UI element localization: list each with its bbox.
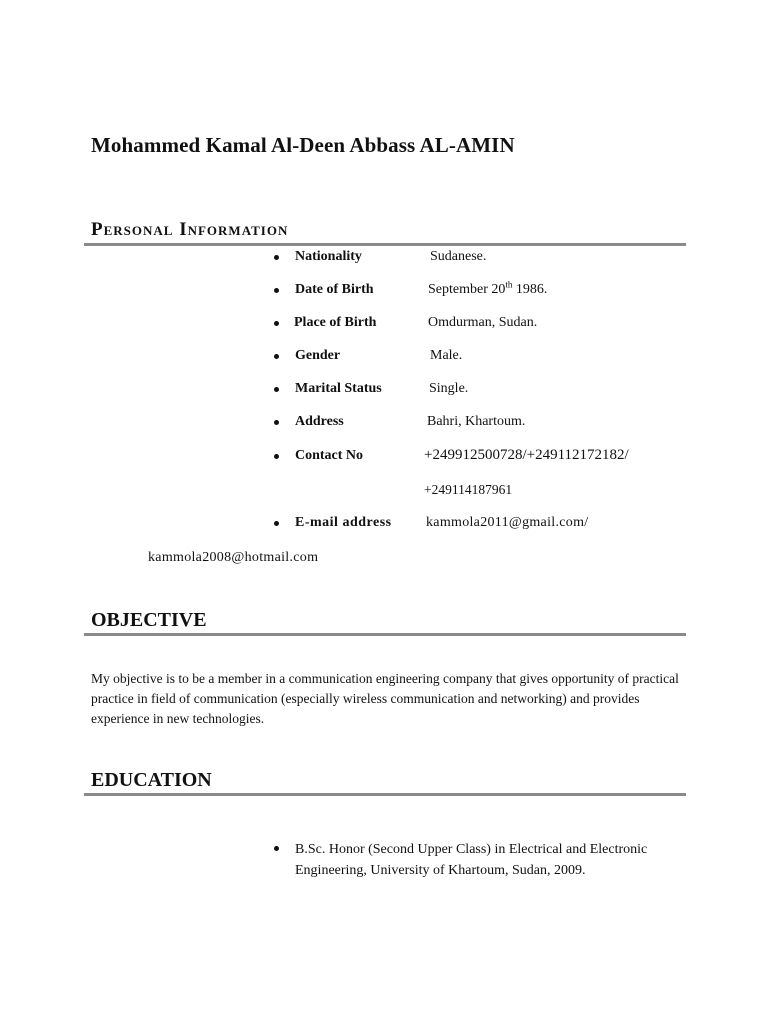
section-divider [84, 633, 686, 636]
email-label: E-mail address [295, 515, 392, 530]
marital-label: Marital Status [295, 381, 382, 396]
bullet-icon [274, 521, 279, 526]
bullet-icon [274, 321, 279, 326]
objective-heading: OBJECTIVE [91, 609, 207, 631]
marital-value: Single. [429, 381, 469, 396]
dob-label: Date of Birth [295, 282, 374, 297]
bullet-icon [274, 387, 279, 392]
gender-value: Male. [430, 348, 463, 363]
bullet-icon [274, 846, 279, 851]
email-value-line2[interactable]: kammola2008@hotmail.com [148, 550, 319, 565]
nationality-label: Nationality [295, 249, 362, 264]
section-divider [84, 243, 686, 246]
bullet-icon [274, 354, 279, 359]
personal-information-heading: Personal Information [91, 219, 289, 240]
pob-value: Omdurman, Sudan. [428, 315, 538, 330]
contact-value-line2: +249114187961 [424, 482, 513, 497]
contact-value-line1: +249912500728/+249112172182/ [424, 447, 629, 463]
email-value-line1[interactable]: kammola2011@gmail.com/ [426, 515, 589, 530]
pob-label: Place of Birth [294, 315, 377, 330]
education-item: B.Sc. Honor (Second Upper Class) in Electrical and Electronic Engineering, University of Khartoum, Sudan, 2009. [295, 842, 648, 878]
address-label: Address [295, 414, 344, 429]
bullet-icon [274, 420, 279, 425]
section-divider [84, 793, 686, 796]
nationality-value: Sudanese. [430, 249, 487, 264]
education-heading: EDUCATION [91, 769, 212, 791]
gender-label: Gender [295, 348, 341, 363]
bullet-icon [274, 454, 279, 459]
bullet-icon [274, 255, 279, 260]
objective-text: My objective is to be a member in a communication engineering company that gives opportunity of practical practice in field of communication (especially wireless communication and networking) and provides experience in new technologies. [91, 671, 679, 726]
bullet-icon [274, 288, 279, 293]
contact-label: Contact No [295, 448, 364, 463]
dob-value: September 20th 1986. [428, 279, 548, 297]
address-value: Bahri, Khartoum. [427, 414, 526, 429]
cv-name: Mohammed Kamal Al-Deen Abbass AL-AMIN [91, 133, 515, 157]
